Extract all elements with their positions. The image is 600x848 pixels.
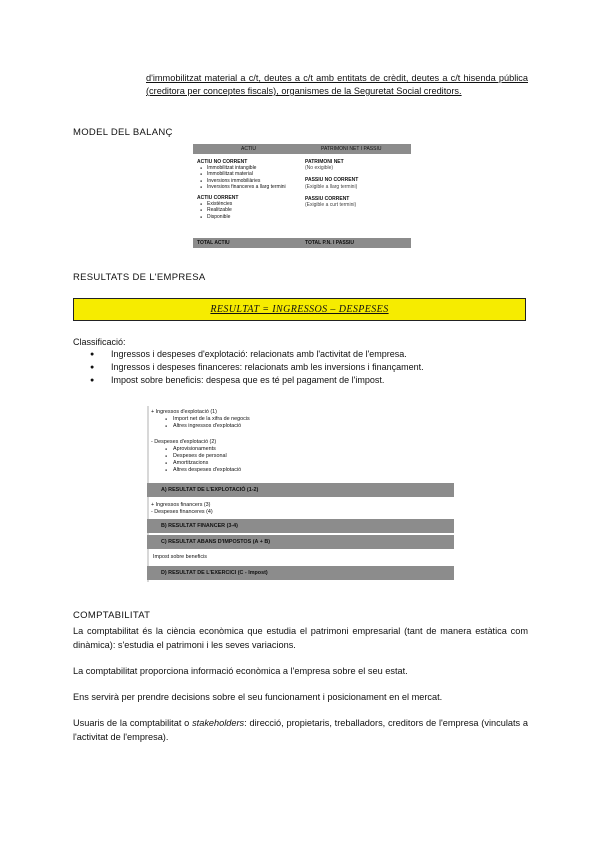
financial-income: + Ingressos financers (3) xyxy=(151,502,211,508)
non-current-liabilities-title: PASSIU NO CORRENT xyxy=(305,177,359,184)
operating-income-block xyxy=(147,409,458,430)
accounting-paragraph-3: Ens servirà per prendre decisions sobre el seu funcionament i posicionament en el mercat. xyxy=(73,692,443,702)
list-item: ● Disponible xyxy=(207,214,303,220)
financial-items-block xyxy=(147,502,458,516)
balance-footer xyxy=(193,238,411,248)
list-item: ● Aprovisionaments xyxy=(173,446,458,453)
accounting-heading: COMPTABILITAT xyxy=(73,610,151,621)
list-item: ● Immobilitzat material xyxy=(207,171,303,177)
list-item: ● Inversions financeres a llarg termini xyxy=(207,184,303,190)
equity-title: PATRIMONI NET xyxy=(305,159,344,165)
balance-table xyxy=(193,144,411,248)
financial-expenses: - Despeses financeres (4) xyxy=(151,509,213,515)
non-current-liabilities-sub: (Exigible a llarg termini) xyxy=(305,183,358,190)
tax-row xyxy=(147,554,460,561)
pretax-result-row xyxy=(147,535,454,549)
total-equity-liabilities-label: TOTAL P.N. I PASSIU xyxy=(305,240,354,246)
list-item: ● Ingressos i despeses financeres: relacionats amb les inversions i finançament. xyxy=(90,361,530,374)
list-item: ● Ingressos i despeses d'explotació: relacionats amb l'activitat de l'empresa. xyxy=(90,348,530,361)
list-item: ● Immobilitzat intangible xyxy=(207,165,303,171)
current-assets-list xyxy=(197,201,303,220)
list-item: ● Amortitzacions xyxy=(173,460,458,467)
accounting-paragraph-1: La comptabilitat és la ciència econòmica que estudia el patrimoni empresarial (tant de manera estàtica com dinàmica): s'estudia el patrimoni i les seves variacions. xyxy=(73,626,528,650)
current-liabilities-title: PASSIU CORRENT xyxy=(305,195,350,202)
year-result-row xyxy=(147,566,454,580)
accounting-paragraph-2: La comptabilitat proporciona informació econòmica a l'empresa sobre el seu estat. xyxy=(73,666,408,676)
list-item: ● Despeses de personal xyxy=(173,453,458,460)
balance-assets-column xyxy=(197,159,303,220)
list-item: ● Import net de la xifra de negocis xyxy=(173,416,458,423)
non-current-assets-title: ACTIU NO CORRENT xyxy=(197,159,248,165)
year-result-label: D) RESULTAT DE L'EXERCICI (C - Impost) xyxy=(161,570,268,576)
balance-header xyxy=(193,144,411,154)
result-formula-box: RESULTAT = INGRESSOS – DESPESES xyxy=(73,298,526,321)
list-item: ● Impost sobre beneficis: despesa que es té pel pagament de l'impost. xyxy=(90,374,530,387)
stakeholders-term: stakeholders xyxy=(192,718,245,728)
operating-result-label: A) RESULTAT DE L'EXPLOTACIÓ (1-2) xyxy=(161,487,259,493)
balance-equity-column xyxy=(305,159,409,208)
total-assets-label: TOTAL ACTIU xyxy=(197,240,230,246)
operating-income-list xyxy=(151,416,458,430)
equity-sub: (No exigible) xyxy=(305,165,334,172)
para4-lead: Usuaris de la comptabilitat o xyxy=(73,718,193,728)
intro-paragraph: d'immobilitzat material a c/t, deutes a c/t amb entitats de crèdit, deutes a c/t hisenda pública (creditora per conceptes fiscals), organismes de la Seguretat Social creditors. xyxy=(146,73,528,96)
financial-result-label: B) RESULTAT FINANCER (3-4) xyxy=(161,523,238,529)
current-assets-title: ACTIU CORRENT xyxy=(197,195,239,202)
operating-expenses-list xyxy=(151,446,458,474)
operating-income-title: + Ingressos d'explotació (1) xyxy=(151,409,217,415)
pretax-result-label: C) RESULTAT ABANS D'IMPOSTOS (A + B) xyxy=(161,539,271,545)
list-item: ● Existències xyxy=(207,201,303,207)
list-item: ● Altres despeses d'explotació xyxy=(173,467,458,474)
accounting-paragraph-4 xyxy=(73,716,528,744)
tax-label: Impost sobre beneficis xyxy=(153,554,207,560)
balance-header-equity: PATRIMONI NET I PASSIU xyxy=(321,146,382,152)
current-liabilities-sub: (Exigible a curt termini) xyxy=(305,202,357,209)
model-balance-heading: MODEL DEL BALANÇ xyxy=(73,127,173,138)
balance-header-assets: ACTIU xyxy=(241,146,256,152)
list-item: ● Realitzable xyxy=(207,207,303,213)
list-item: ● Inversions immobiliàries xyxy=(207,178,303,184)
operating-expenses-title: - Despeses d'explotació (2) xyxy=(151,439,217,445)
operating-expenses-block xyxy=(147,439,458,474)
results-heading: RESULTATS DE L'EMPRESA xyxy=(73,272,206,283)
para4-rest: : direcció, propietaris, treballadors, creditors de l'empresa (vinculats a l'activitat de l'empresa). xyxy=(73,718,528,742)
list-item: ● Altres ingressos d'explotació xyxy=(173,423,458,430)
classification-label: Classificació: xyxy=(73,337,126,347)
classification-list xyxy=(90,348,530,387)
financial-result-row xyxy=(147,519,454,533)
operating-result-row xyxy=(147,483,454,497)
non-current-assets-list xyxy=(197,165,303,190)
income-statement-table xyxy=(147,406,454,582)
